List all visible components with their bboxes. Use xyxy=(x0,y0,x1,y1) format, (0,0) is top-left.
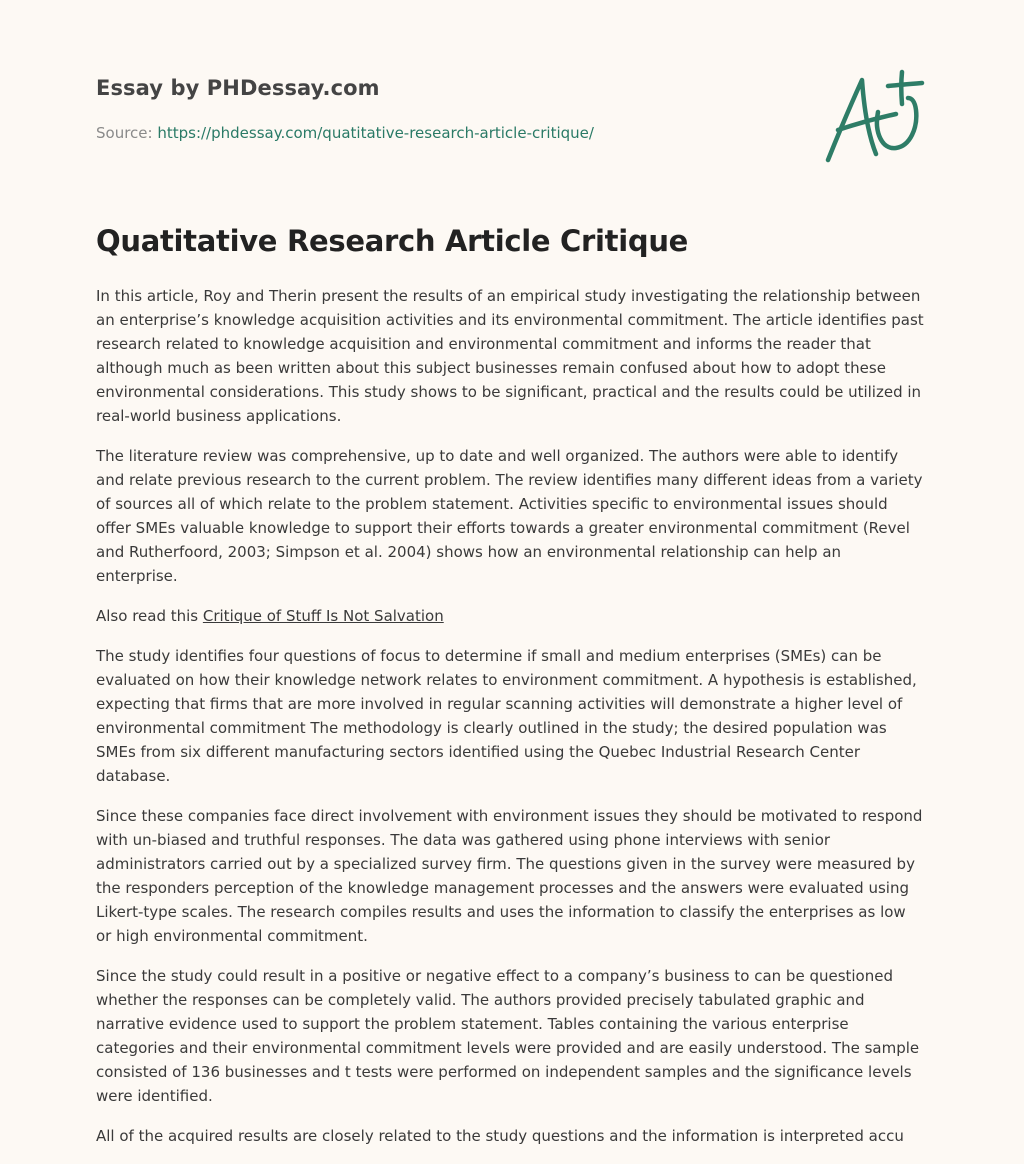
essay-body xyxy=(96,284,924,1164)
essay-paragraph: The literature review was comprehensive, up to date and well organized. The authors were able to identify and relate previous research to the current problem. The review identifies many different ideas from a variety of sources all of which relate to the problem statement. Activities specific to environmental issues should offer SMEs valuable knowledge to support their efforts towards a greater environmental commitment (Revel and Rutherfoord, 2003; Simpson et al. 2004) shows how an environmental relationship can help an enterprise. xyxy=(96,447,923,585)
essay-paragraph: Since the study could result in a positive or negative effect to a company’s business to can be questioned whether the responses can be completely valid. The authors provided precisely tabulated graphic and narrative evidence used to support the problem statement. Tables containing the various enterprise categories and their environmental commitment levels were provided and are easily understood. The sample consisted of 136 businesses and t tests were performed on independent samples and the significance levels were identified. xyxy=(96,967,920,1105)
also-read-line xyxy=(96,604,924,628)
essay-paragraph: All of the acquired results are closely related to the study questions and the information is interpreted accu xyxy=(96,1127,904,1145)
source-link[interactable]: https://phdessay.com/quatitative-research-article-critique/ xyxy=(157,124,594,142)
a-plus-logo-icon xyxy=(822,68,926,168)
essay-page xyxy=(96,0,924,1145)
source-label: Source: xyxy=(96,124,158,142)
essay-title: Quatitative Research Article Critique xyxy=(96,224,689,258)
essay-paragraph: The study identifies four questions of focus to determine if small and medium enterprises (SMEs) can be evaluated on how their knowledge network relates to environment commitment. A hypothesis is established, expecting that firms that are more involved in regular scanning activities will demonstrate a higher level of environmental commitment The methodology is clearly outlined in the study; the desired population was SMEs from six different manufacturing sectors identified using the Quebec Industrial Research Center database. xyxy=(96,647,917,785)
source-line xyxy=(96,124,594,142)
page-header xyxy=(96,0,924,190)
also-read-link[interactable]: Critique of Stuff Is Not Salvation xyxy=(202,607,444,625)
essay-paragraph: In this article, Roy and Therin present the results of an empirical study investigating the relationship between an enterprise’s knowledge acquisition activities and its environmental commitment. The article identifies past research related to knowledge acquisition and environmental commitment and informs the reader that although much as been written about this subject businesses remain confused about how to adopt these environmental considerations. This study shows to be significant, practical and the results could be utilized in real-world business applications. xyxy=(96,287,924,425)
site-title: Essay by PHDessay.com xyxy=(96,76,380,100)
also-read-prefix: Also read this xyxy=(96,607,203,625)
essay-paragraph: Since these companies face direct involvement with environment issues they should be motivated to respond with un-biased and truthful responses. The data was gathered using phone interviews with senior administrators carried out by a specialized survey firm. The questions given in the survey were measured by the responders perception of the knowledge management processes and the answers were evaluated using Likert-type scales. The research compiles results and uses the information to classify the enterprises as low or high environmental commitment. xyxy=(96,807,923,945)
